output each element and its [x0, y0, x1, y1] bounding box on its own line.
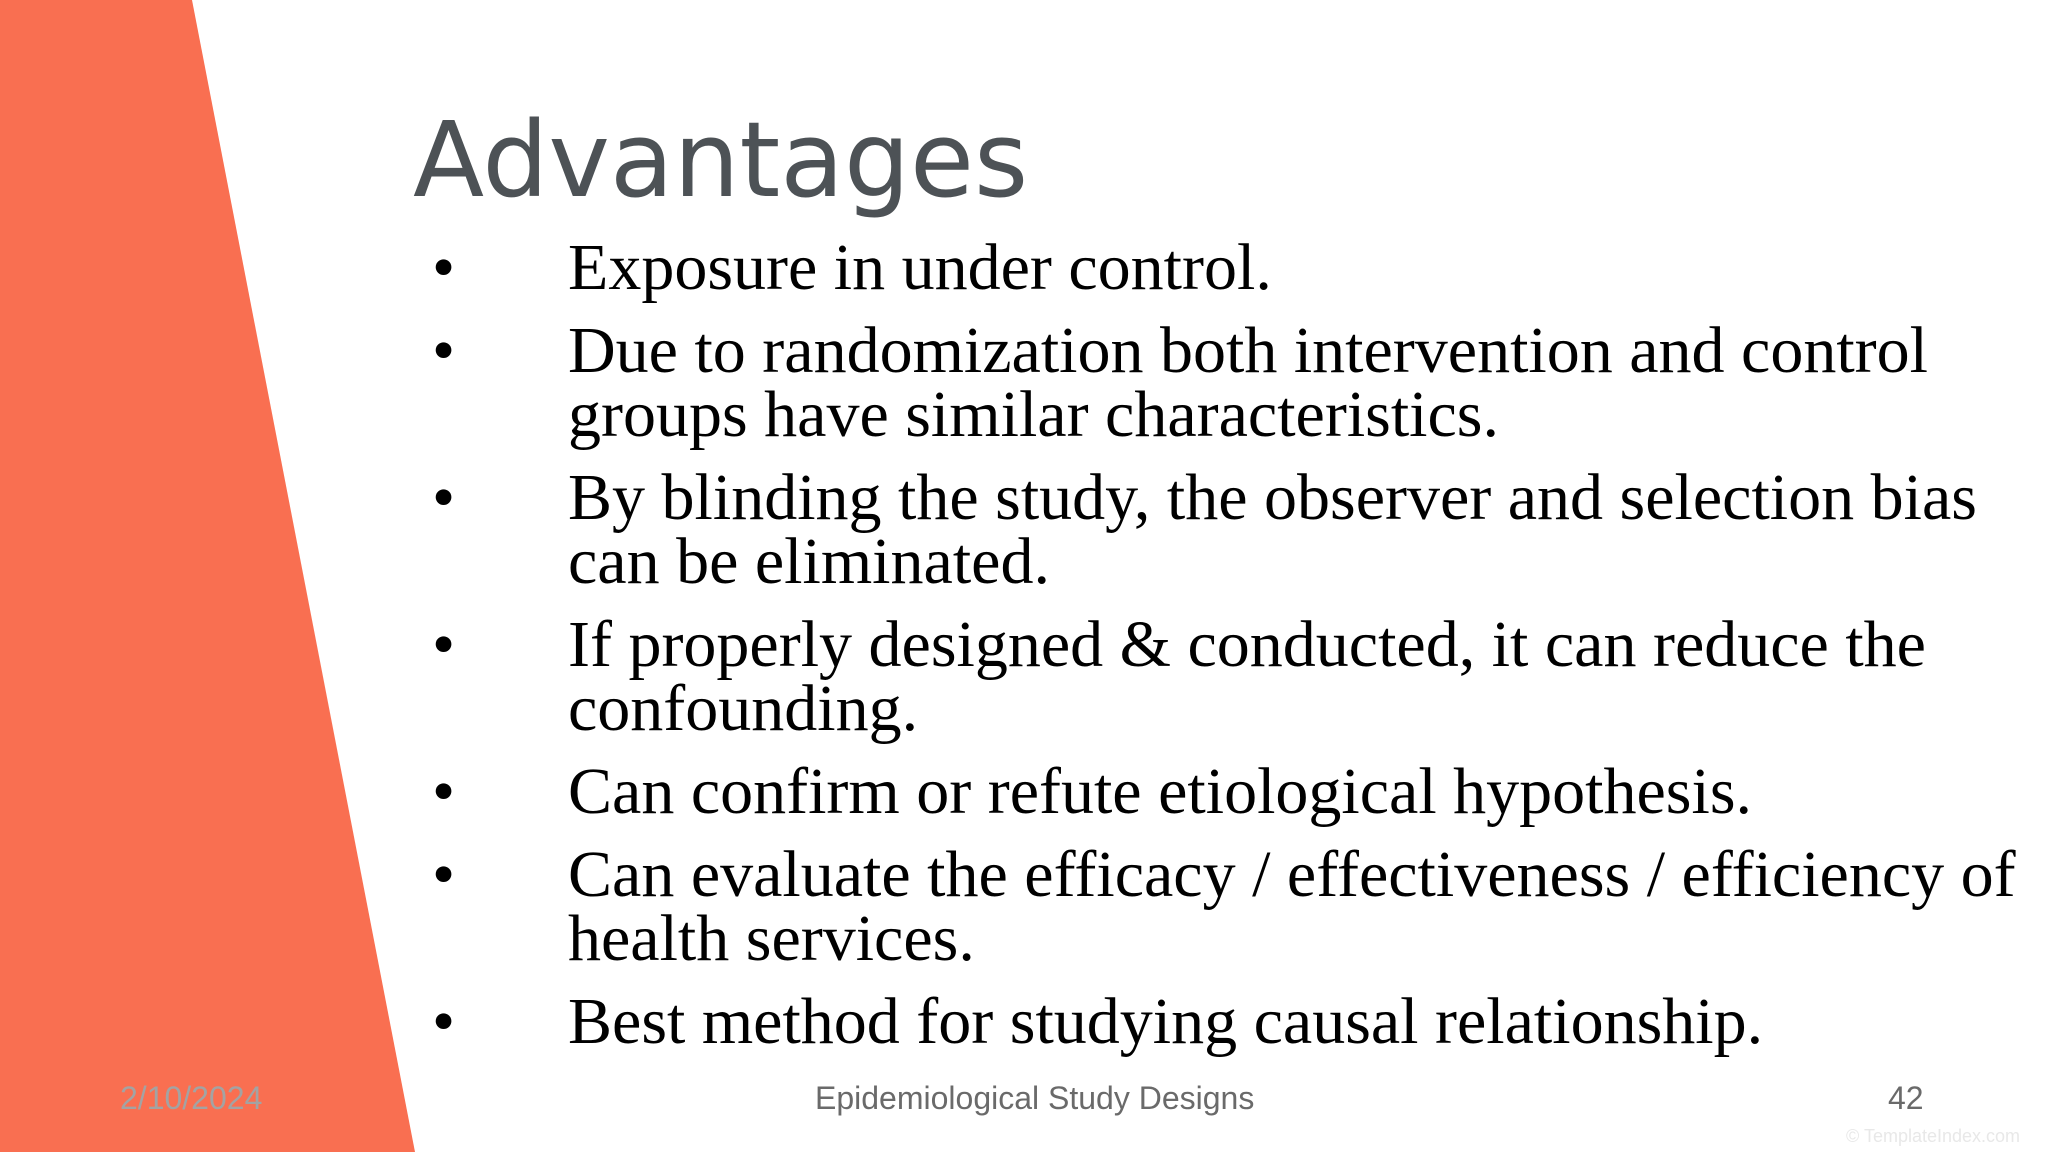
bullet-item: [420, 314, 2030, 451]
footer-date: 2/10/2024: [120, 1080, 263, 1116]
bullet-text: If properly designed & conducted, it can reduce the confounding.: [568, 608, 1926, 745]
footer-presentation-title: Epidemiological Study Designs: [815, 1080, 1255, 1116]
bullet-marker: •: [432, 314, 456, 387]
bullet-marker: •: [432, 985, 456, 1058]
bullet-list: [420, 231, 2030, 1073]
footer-page-number: 42: [1888, 1080, 1924, 1116]
bullet-item: [420, 461, 2030, 598]
bullet-text: Can evaluate the efficacy / effectiveness / efficiency of health services.: [568, 838, 2016, 975]
bullet-marker: •: [432, 461, 456, 534]
bullet-text: Exposure in under control.: [568, 231, 1272, 304]
bullet-text: By blinding the study, the observer and selection bias can be eliminated.: [568, 461, 1977, 598]
slide-title: Advantages: [413, 99, 1029, 221]
bullet-item: [420, 985, 2030, 1058]
bullet-item: [420, 755, 2030, 828]
bullet-item: [420, 838, 2030, 975]
bullet-marker: •: [432, 755, 456, 828]
bullet-marker: •: [432, 838, 456, 911]
bullet-text: Can confirm or refute etiological hypothesis.: [568, 755, 1753, 828]
watermark: © TemplateIndex.com: [1846, 1126, 2021, 1146]
accent-polygon: [0, 0, 415, 1152]
bullet-item: [420, 231, 2030, 304]
bullet-marker: •: [432, 231, 456, 304]
bullet-text: Best method for studying causal relationship.: [568, 985, 1764, 1058]
bullet-item: [420, 608, 2030, 745]
bullet-marker: •: [432, 608, 456, 681]
bullet-text: Due to randomization both intervention and control groups have similar characteristics.: [568, 314, 1928, 451]
